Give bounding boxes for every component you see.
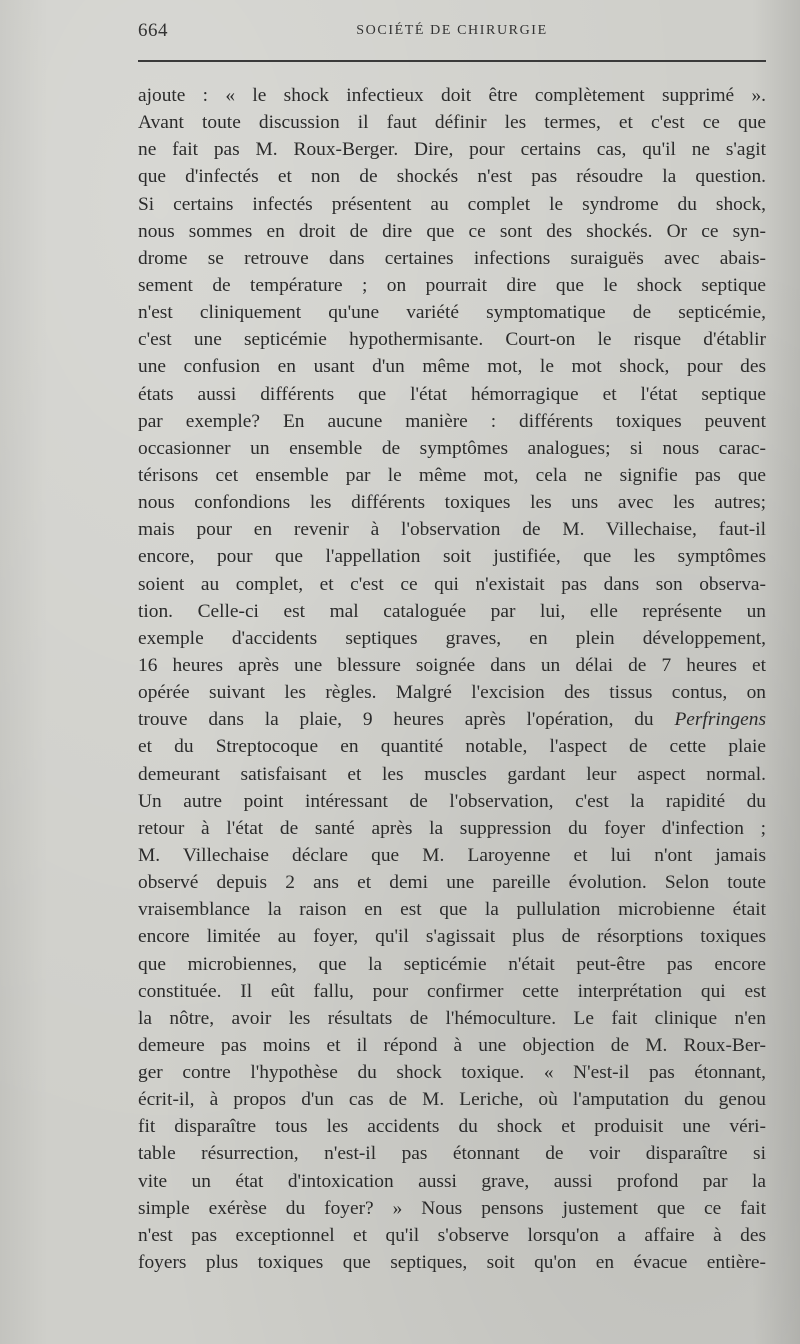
text-line: exemple d'accidents septiques graves, en plein développement,	[138, 627, 766, 649]
text-line: soient au complet, et c'est ce qui n'existait pas dans son observa-	[138, 573, 766, 595]
text-line	[138, 706, 766, 733]
text-line: n'est cliniquement qu'une variété symptomatique de septicémie,	[138, 302, 766, 324]
text-line-segment: trouve dans la plaie, 9 heures après l'opération, du	[138, 709, 675, 731]
text-line: ne fait pas M. Roux-Berger. Dire, pour certains cas, qu'il ne s'agit	[138, 139, 766, 161]
text-line: que d'infectés et non de shockés n'est pas résoudre la question.	[138, 166, 766, 188]
text-line: mais pour en revenir à l'observation de M. Villechaise, faut-il	[138, 519, 766, 541]
text-line: nous confondions les différents toxiques les uns avec les autres;	[138, 492, 766, 514]
text-line: Un autre point intéressant de l'observation, c'est la rapidité du	[138, 790, 766, 812]
text-line: que microbiennes, que la septicémie n'était peut-être pas encore	[138, 953, 766, 975]
text-line: drome se retrouve dans certaines infections suraiguës avec abais-	[138, 247, 766, 269]
text-line: demeure pas moins et il répond à une objection de M. Roux-Ber-	[138, 1034, 766, 1056]
running-head	[138, 20, 766, 44]
text-line: états aussi différents que l'état hémorragique et l'état septique	[138, 383, 766, 405]
text-line: fit disparaître tous les accidents du shock et produisit une véri-	[138, 1116, 766, 1138]
page-number: 664	[138, 20, 168, 41]
text-line: observé depuis 2 ans et demi une pareille évolution. Selon toute	[138, 872, 766, 894]
text-line: c'est une septicémie hypothermisante. Court-on le risque d'établir	[138, 329, 766, 351]
text-line: vite un état d'intoxication aussi grave, aussi profond par la	[138, 1170, 766, 1192]
text-line: et du Streptocoque en quantité notable, l'aspect de cette plaie	[138, 736, 766, 758]
text-line: 16 heures après une blessure soignée dans un délai de 7 heures et	[138, 654, 766, 676]
body-text	[138, 82, 766, 1276]
text-line: écrit-il, à propos d'un cas de M. Leriche, où l'amputation du genou	[138, 1089, 766, 1111]
text-line: sement de température ; on pourrait dire que le shock septique	[138, 274, 766, 296]
text-line: occasionner un ensemble de symptômes analogues; si nous carac-	[138, 437, 766, 459]
text-line: simple exérèse du foyer? » Nous pensons justement que ce fait	[138, 1197, 766, 1219]
header-rule	[138, 60, 766, 62]
running-title: SOCIÉTÉ DE CHIRURGIE	[356, 23, 548, 38]
text-line: tion. Celle-ci est mal cataloguée par lui, elle représente un	[138, 600, 766, 622]
text-line: Avant toute discussion il faut définir les termes, et c'est ce que	[138, 112, 766, 134]
text-line: retour à l'état de santé après la suppression du foyer d'infection ;	[138, 817, 766, 839]
text-line: opérée suivant les règles. Malgré l'excision des tissus contus, on	[138, 682, 766, 704]
text-line: encore limitée au foyer, qu'il s'agissait plus de résorptions toxiques	[138, 926, 766, 948]
text-line: demeurant satisfaisant et les muscles gardant leur aspect normal.	[138, 763, 766, 785]
text-line: une confusion en usant d'un même mot, le mot shock, pour des	[138, 356, 766, 378]
text-line: ajoute : « le shock infectieux doit être complètement supprimé ».	[138, 85, 766, 106]
text-line: M. Villechaise déclare que M. Laroyenne et lui n'ont jamais	[138, 844, 766, 866]
text-line: nous sommes en droit de dire que ce sont des shockés. Or ce syn-	[138, 220, 766, 242]
italic-term: Perfringens	[674, 709, 766, 731]
text-line: table résurrection, n'est-il pas étonnant de voir disparaître si	[138, 1143, 766, 1165]
text-line: la nôtre, avoir les résultats de l'hémoculture. Le fait clinique n'en	[138, 1007, 766, 1029]
text-line: Si certains infectés présentent au complet le syndrome du shock,	[138, 193, 766, 215]
text-line: ger contre l'hypothèse du shock toxique. « N'est-il pas étonnant,	[138, 1062, 766, 1084]
text-line: térisons cet ensemble par le même mot, cela ne signifie pas que	[138, 464, 766, 486]
text-line: vraisemblance la raison en est que la pullulation microbienne était	[138, 899, 766, 921]
text-line: constituée. Il eût fallu, pour confirmer cette interprétation qui est	[138, 980, 766, 1002]
text-line: n'est pas exceptionnel et qu'il s'observe lorsqu'on a affaire à des	[138, 1224, 766, 1246]
text-line: encore, pour que l'appellation soit justifiée, que les symptômes	[138, 546, 766, 568]
text-line: foyers plus toxiques que septiques, soit qu'on en évacue entière-	[138, 1252, 766, 1274]
text-line: par exemple? En aucune manière : différents toxiques peuvent	[138, 410, 766, 432]
